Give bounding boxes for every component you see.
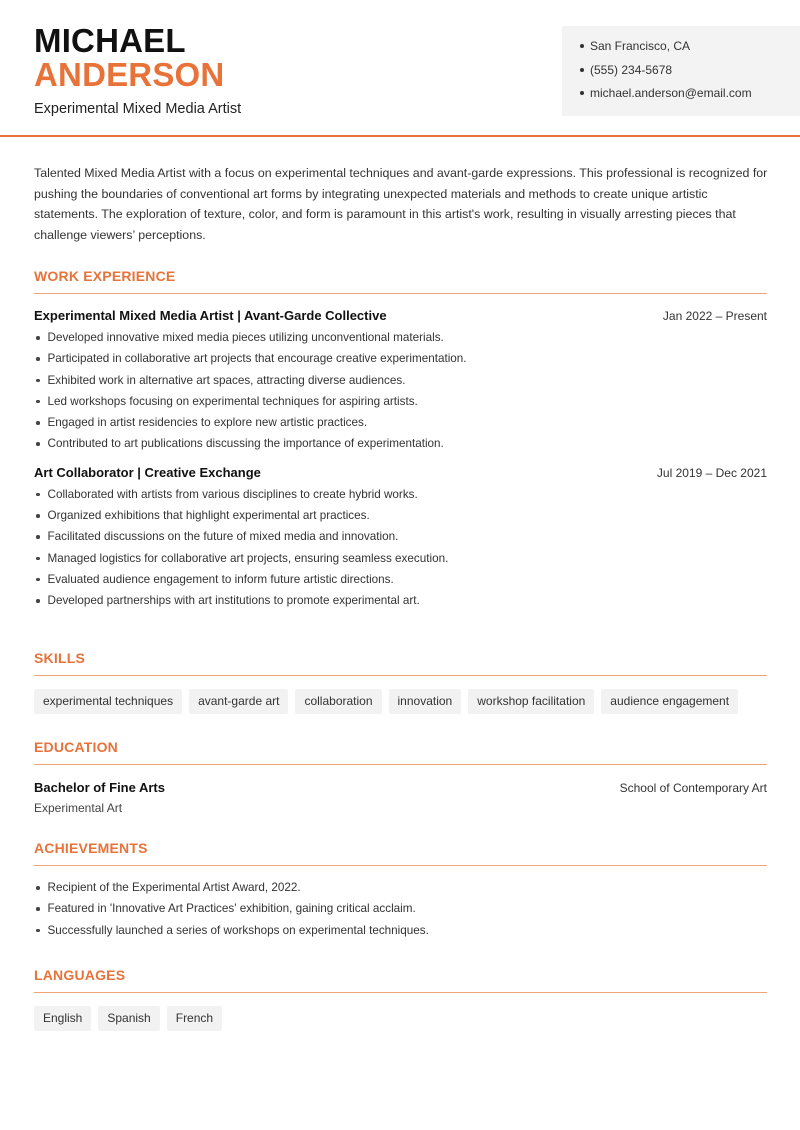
contact-box	[562, 26, 800, 116]
contact-phone-text: (555) 234-5678	[590, 62, 673, 77]
bullet-dot-icon	[36, 907, 40, 911]
achievement-text: Successfully launched a series of workshops on experimental techniques.	[47, 923, 429, 937]
bullet-dot-icon	[36, 493, 40, 497]
section-title-languages: LANGUAGES	[34, 967, 767, 993]
list-item	[34, 902, 767, 923]
bullet-dot-icon	[36, 929, 40, 933]
bullet-dot-icon	[36, 557, 40, 561]
bullet-text: Developed partnerships with art institutions to promote experimental art.	[47, 594, 420, 608]
bullet-dot-icon	[36, 379, 40, 383]
list-item	[34, 881, 767, 902]
bullet-dot-icon	[36, 535, 40, 539]
list-item	[34, 331, 767, 352]
section-title-skills: SKILLS	[34, 650, 767, 676]
achievements-section	[34, 840, 767, 945]
contact-email	[580, 86, 800, 110]
bullet-text: Led workshops focusing on experimental techniques for aspiring artists.	[47, 394, 418, 408]
skill-tag: audience engagement	[601, 689, 738, 714]
achievement-text: Recipient of the Experimental Artist Award, 2022.	[47, 881, 301, 894]
section-title-education: EDUCATION	[34, 739, 767, 765]
bullet-dot-icon	[36, 400, 40, 404]
bullet-dot-icon	[36, 514, 40, 518]
professional-summary: Talented Mixed Media Artist with a focus on experimental techniques and avant-garde expressions. This professional is recognized for pushing the boundaries of conventional art forms by integrating unexpected materials and methods to create unique artistic statements. The exploration of texture, color, and form is paramount in this artist's work, resulting in visually arresting pieces that challenge viewers’ perceptions.	[34, 166, 768, 242]
skill-tag: avant-garde art	[189, 689, 288, 714]
education-field: Experimental Art	[34, 801, 123, 815]
bullet-text: Collaborated with artists from various disciplines to create hybrid works.	[47, 487, 418, 501]
language-tag: Spanish	[98, 1006, 159, 1031]
bullet-text: Exhibited work in alternative art spaces, attracting diverse audiences.	[47, 373, 406, 387]
bullet-dot-icon	[36, 336, 40, 340]
list-item	[34, 509, 767, 530]
bullet-dot-icon	[36, 578, 40, 582]
list-item	[34, 488, 767, 509]
list-item	[34, 437, 767, 458]
contact-phone	[580, 63, 800, 87]
contact-location	[580, 39, 800, 63]
job-date: Jan 2022 – Present	[662, 309, 767, 323]
bullet-dot-icon	[580, 91, 584, 95]
job-bullets	[34, 488, 767, 616]
language-tag: English	[34, 1006, 91, 1031]
bullet-dot-icon	[580, 44, 584, 48]
work-experience-section	[34, 268, 767, 616]
last-name: ANDERSON	[34, 56, 225, 93]
bullet-text: Participated in collaborative art projects that encourage creative experimentation.	[47, 352, 467, 366]
languages-section	[34, 967, 767, 1031]
education-section	[34, 739, 767, 815]
list-item	[34, 924, 767, 945]
list-item	[34, 416, 767, 437]
language-tags	[34, 1006, 767, 1031]
job-title: Experimental Mixed Media Artist	[34, 101, 242, 117]
skill-tag: collaboration	[295, 689, 381, 714]
achievement-text: Featured in 'Innovative Art Practices' exhibition, gaining critical acclaim.	[47, 902, 416, 916]
job-date: Jul 2019 – Dec 2021	[656, 465, 767, 480]
bullet-dot-icon	[36, 357, 40, 361]
bullet-text: Organized exhibitions that highlight experimental art practices.	[47, 509, 370, 523]
bullet-text: Managed logistics for collaborative art projects, ensuring seamless execution.	[47, 551, 449, 565]
skills-section	[34, 650, 767, 714]
resume-header	[0, 0, 800, 137]
job-role: Art Collaborator | Creative Exchange	[34, 464, 261, 480]
bullet-dot-icon	[36, 886, 40, 890]
section-title-work-experience: WORK EXPERIENCE	[34, 268, 767, 294]
achievements-list	[34, 881, 767, 945]
skill-tag: workshop facilitation	[468, 689, 594, 714]
contact-location-text: San Francisco, CA	[590, 39, 691, 53]
list-item	[34, 594, 767, 615]
skill-tag: innovation	[389, 689, 462, 714]
bullet-dot-icon	[580, 68, 584, 72]
bullet-text: Engaged in artist residencies to explore new artistic practices.	[47, 416, 368, 430]
language-tag: French	[167, 1006, 222, 1031]
education-row	[34, 780, 767, 795]
list-item	[34, 552, 767, 573]
skills-tags	[34, 689, 767, 714]
list-item	[34, 530, 767, 551]
job-bullets	[34, 331, 767, 459]
job-header	[34, 308, 767, 323]
bullet-dot-icon	[36, 599, 40, 603]
list-item	[34, 395, 767, 416]
bullet-dot-icon	[36, 421, 40, 425]
list-item	[34, 374, 767, 395]
bullet-text: Evaluated audience engagement to inform future artistic directions.	[47, 572, 394, 586]
education-school: School of Contemporary Art	[619, 781, 767, 795]
bullet-text: Facilitated discussions on the future of mixed media and innovation.	[47, 530, 399, 544]
bullet-text: Contributed to art publications discussing the importance of experimentation.	[47, 437, 444, 451]
list-item	[34, 352, 767, 373]
bullet-dot-icon	[36, 442, 40, 446]
bullet-text: Developed innovative mixed media pieces utilizing unconventional materials.	[47, 331, 444, 344]
contact-email-text: michael.anderson@email.com	[590, 86, 752, 100]
job-role: Experimental Mixed Media Artist | Avant-Garde Collective	[34, 308, 387, 323]
list-item	[34, 573, 767, 594]
name-block	[34, 24, 241, 117]
skill-tag: experimental techniques	[34, 689, 182, 714]
section-title-achievements: ACHIEVEMENTS	[34, 840, 767, 866]
education-degree: Bachelor of Fine Arts	[34, 780, 165, 795]
first-name: MICHAEL	[34, 22, 186, 59]
job-header	[34, 465, 767, 480]
